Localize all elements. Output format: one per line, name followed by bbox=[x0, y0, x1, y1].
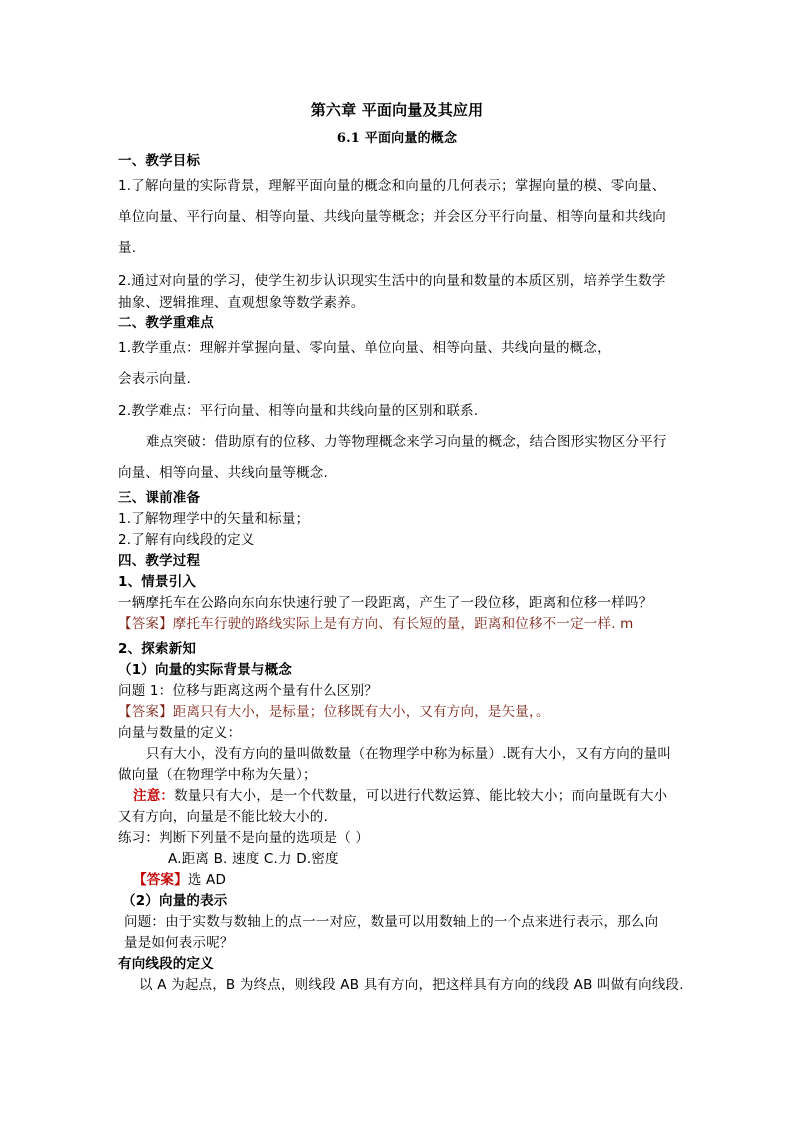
question-1: 问题 1：位移与距离这两个量有什么区别？ bbox=[118, 683, 378, 699]
subheading-concept: （1）向量的实际背景与概念 bbox=[118, 662, 292, 678]
heading-teaching-goals: 一、教学目标 bbox=[118, 153, 201, 169]
intro-question: 一辆摩托车在公路向东向东快速行驶了一段距离，产生了一段位移，距离和位移一样吗？ bbox=[118, 595, 653, 611]
breakthrough-line-1: 难点突破：借助原有的位移、力等物理概念来学习向量的概念，结合图形实物区分平行 bbox=[146, 434, 667, 450]
question-2-line-2: 量是如何表示呢？ bbox=[124, 935, 234, 951]
exercise-answer-label: 【答案】 bbox=[133, 872, 188, 888]
heading-directed-segment: 有向线段的定义 bbox=[118, 956, 214, 972]
intro-answer: 【答案】摩托车行驶的路线实际上是有方向、有长短的量，距离和位移不一定一样. m bbox=[118, 616, 634, 632]
section-subtitle: 6.1 平面向量的概念 bbox=[336, 131, 458, 146]
goal-1-line-2: 单位向量、平行向量、相等向量、共线向量等概念；并会区分平行向量、相等向量和共线向 bbox=[118, 209, 666, 225]
question-2-line-1: 问题：由于实数与数轴上的点一一对应，数量可以用数轴上的一个点来进行表示，那么向 bbox=[124, 914, 659, 930]
exercise-question: 练习：判断下列量不是向量的选项是（ ） bbox=[118, 830, 370, 846]
note-line-2: 又有方向，向量是不能比较大小的. bbox=[118, 809, 328, 825]
answer-1: 【答案】距离只有大小，是标量；位移既有大小，又有方向，是矢量，。 bbox=[118, 704, 550, 720]
goal-2-line-1: 2.通过对向量的学习，使学生初步认识现实生活中的向量和数量的本质区别，培养学生数学 bbox=[118, 273, 666, 289]
prep-item-2: 2.了解有向线段的定义 bbox=[118, 532, 255, 548]
directed-segment-definition: 以 A 为起点，B 为终点，则线段 AB 具有方向，把这样具有方向的线段 AB 叫做有向线段. bbox=[139, 977, 684, 993]
subheading-representation: （2）向量的表示 bbox=[122, 893, 228, 909]
goal-2-line-2: 抽象、逻辑推理、直观想象等数学素养。 bbox=[118, 295, 365, 311]
prep-item-1: 1.了解物理学中的矢量和标量； bbox=[118, 511, 310, 527]
key-point-line-2: 会表示向量. bbox=[118, 371, 191, 387]
exercise-answer bbox=[133, 871, 693, 889]
heading-key-points: 二、教学重难点 bbox=[118, 315, 214, 331]
note-line-1 bbox=[133, 787, 693, 805]
heading-preparation: 三、课前准备 bbox=[118, 490, 201, 506]
exercise-options: A.距离 B. 速度 C.力 D.密度 bbox=[168, 851, 339, 867]
difficult-point: 2.教学难点：平行向量、相等向量和共线向量的区别和联系. bbox=[118, 403, 479, 419]
breakthrough-line-2: 向量、相等向量、共线向量等概念. bbox=[118, 465, 328, 481]
goal-1-line-3: 量. bbox=[118, 240, 137, 256]
definition-heading: 向量与数量的定义： bbox=[118, 725, 242, 741]
subheading-intro: 1、情景引入 bbox=[118, 574, 197, 590]
key-point-line-1: 1.教学重点：理解并掌握向量、零向量、单位向量、相等向量、共线向量的概念， bbox=[118, 340, 611, 356]
goal-1-line-1: 1.了解向量的实际背景，理解平面向量的概念和向量的几何表示；掌握向量的模、零向量、 bbox=[118, 178, 666, 194]
note-text: 数量只有大小，是一个代数量，可以进行代数运算、能比较大小；而向量既有大小 bbox=[174, 788, 668, 804]
subheading-explore: 2、探索新知 bbox=[118, 641, 197, 657]
definition-line-2: 做向量（在物理学中称为矢量）； bbox=[118, 767, 317, 783]
exercise-answer-text: 选 AD bbox=[187, 872, 227, 888]
heading-process: 四、教学过程 bbox=[118, 553, 201, 569]
note-label: 注意： bbox=[133, 788, 175, 804]
chapter-title: 第六章 平面向量及其应用 bbox=[310, 101, 484, 119]
definition-line-1: 只有大小，没有方向的量叫做数量（在物理学中称为标量）.既有大小，又有方向的量叫 bbox=[146, 746, 672, 762]
